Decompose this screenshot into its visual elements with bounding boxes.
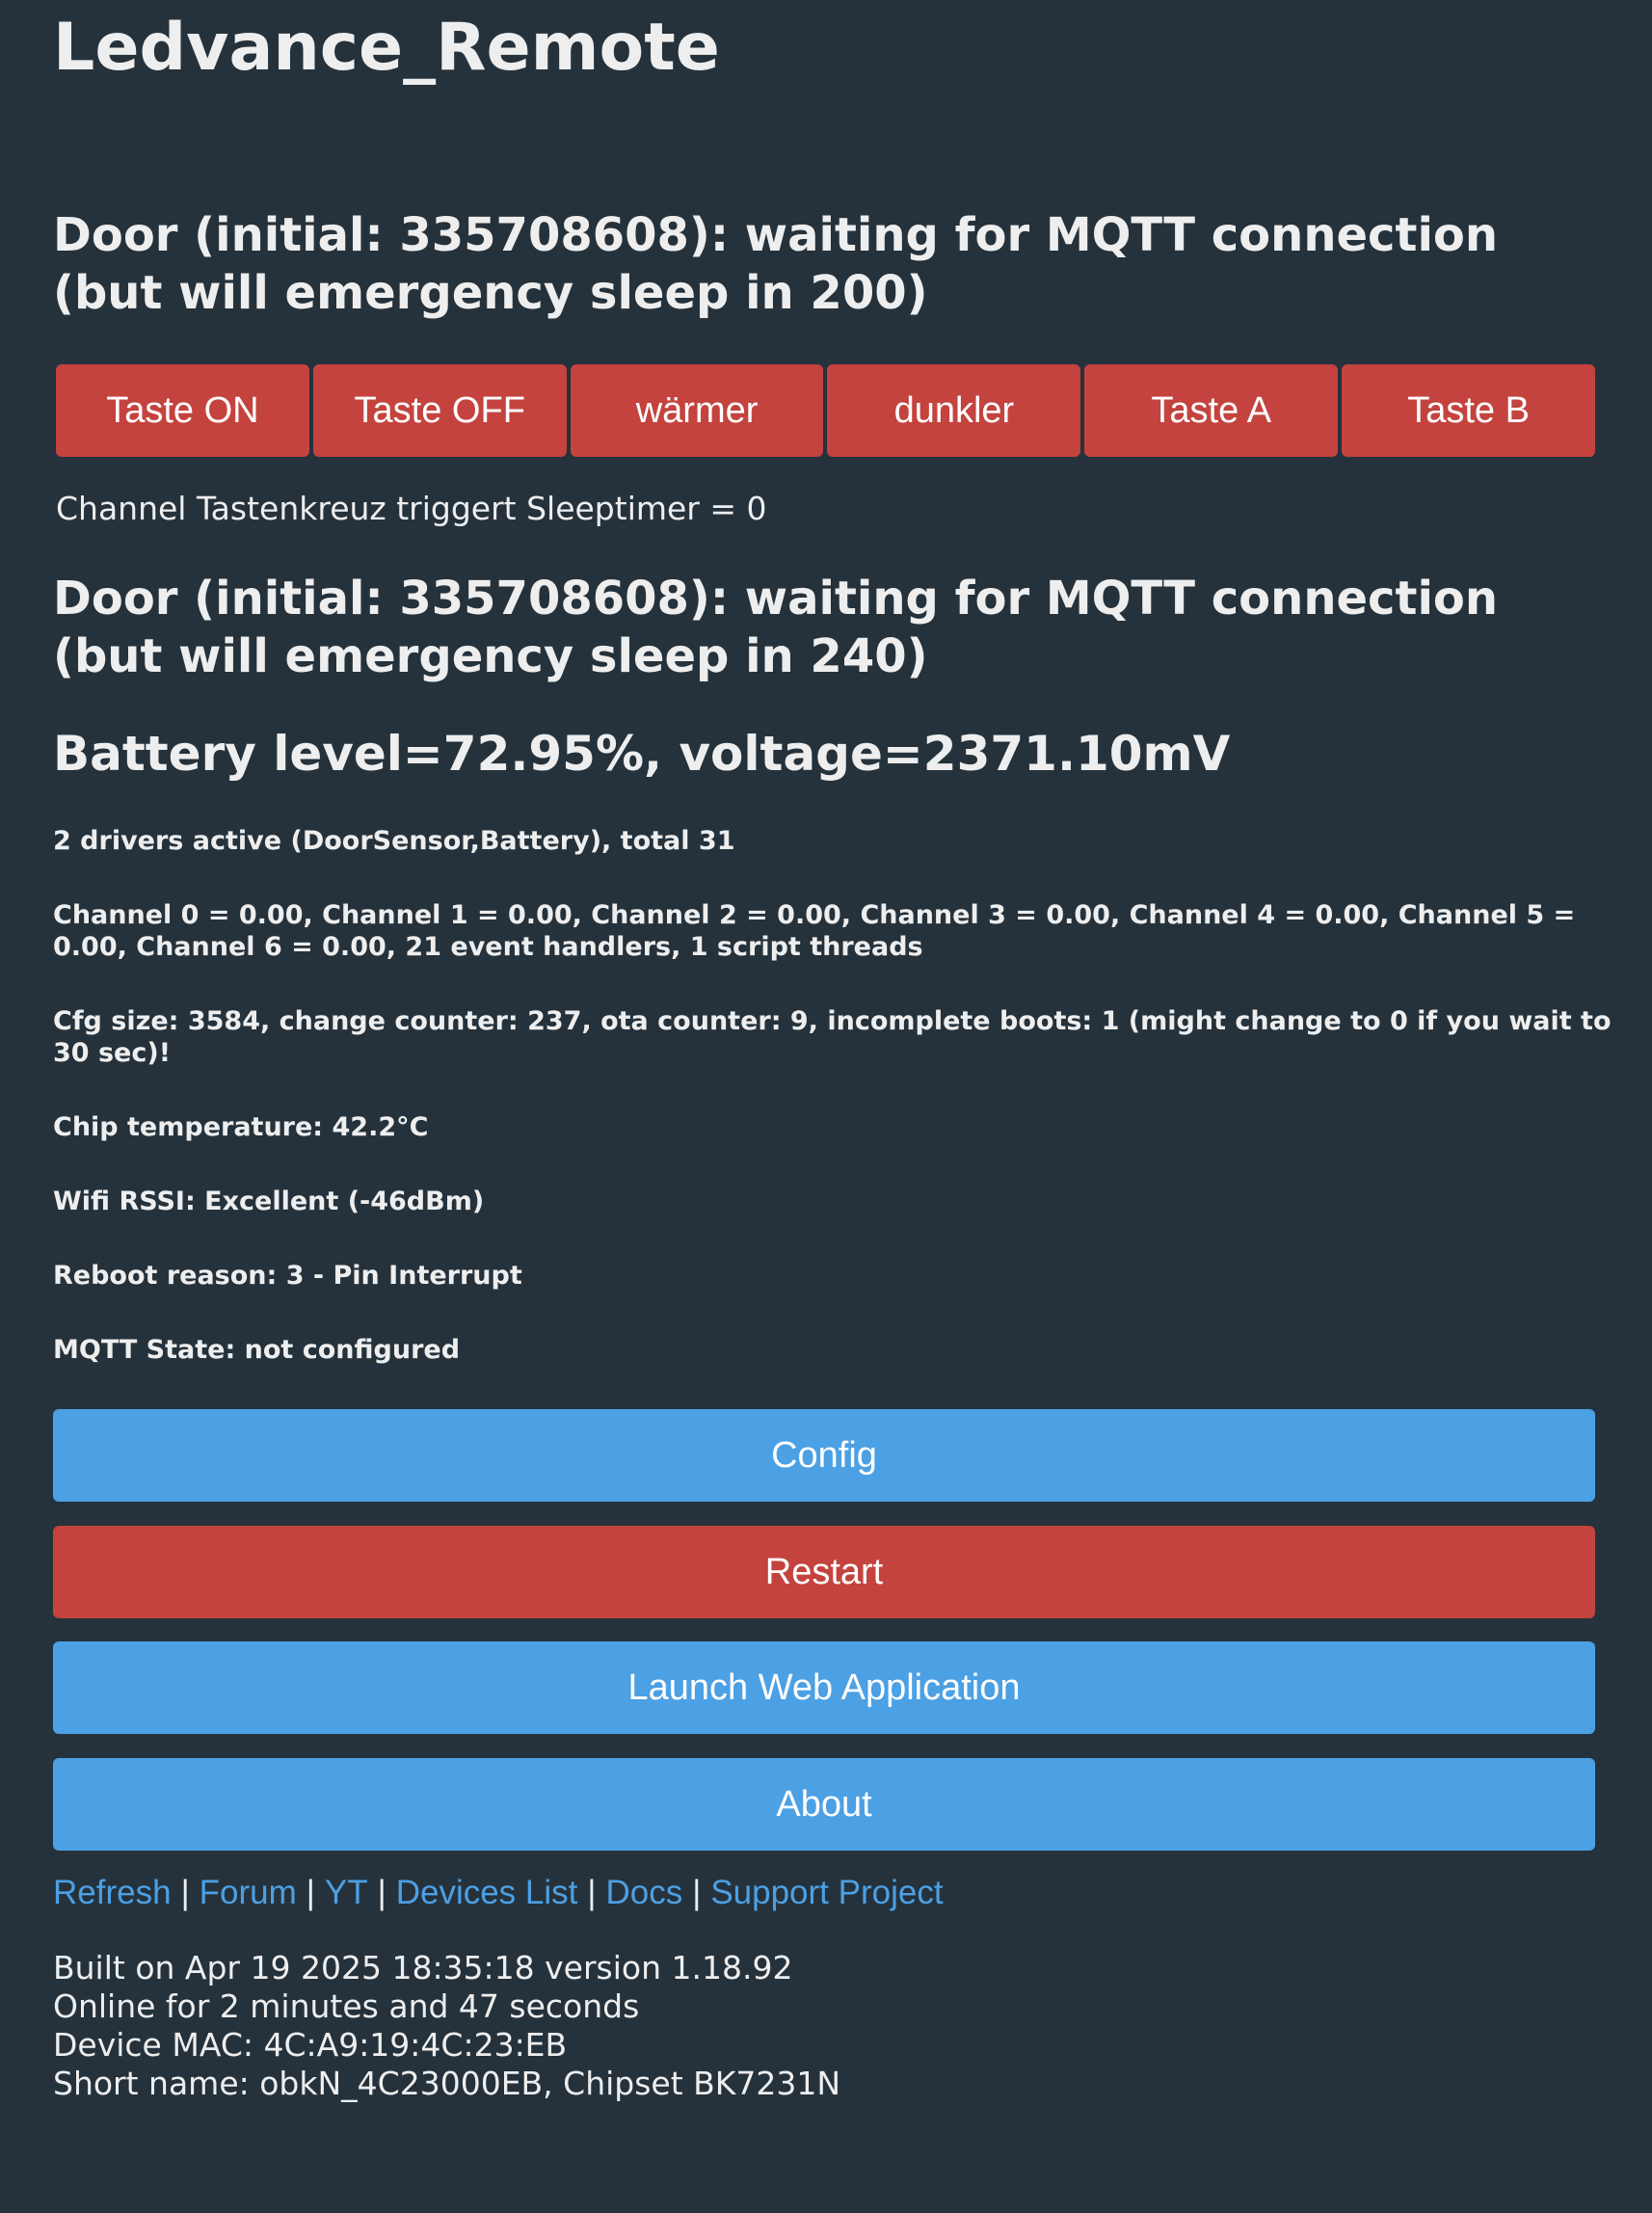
devices-list-link[interactable]: Devices List <box>395 1874 578 1911</box>
refresh-link[interactable]: Refresh <box>53 1874 172 1911</box>
reboot-reason-info: Reboot reason: 3 - Pin Interrupt <box>53 1261 522 1291</box>
forum-link[interactable]: Forum <box>199 1874 297 1911</box>
footer-links <box>53 1870 944 1916</box>
dunkler-button[interactable]: dunkler <box>827 364 1080 457</box>
chip-temperature-info: Chip temperature: 42.2°C <box>53 1112 429 1142</box>
warmer-button[interactable]: wärmer <box>571 364 824 457</box>
taste-b-button[interactable]: Taste B <box>1342 364 1595 457</box>
door-status-heading-2: Door (initial: 335708608): waiting for MQTT connection (but will emergency sleep in 240) <box>53 572 1499 683</box>
cfg-info: Cfg size: 3584, change counter: 237, ota counter: 9, incomplete boots: 1 (might change to 0 if you wait to 30 sec)! <box>53 1006 1612 1068</box>
yt-link[interactable]: YT <box>324 1874 368 1911</box>
short-name-text: Short name: obkN_4C23000EB, Chipset BK7231N <box>53 2065 841 2102</box>
built-on-text: Built on Apr 19 2025 18:35:18 version 1.18.92 <box>53 1949 793 1986</box>
battery-status-heading: Battery level=72.95%, voltage=2371.10mV <box>53 726 1231 782</box>
taste-off-button[interactable]: Taste OFF <box>313 364 567 457</box>
channel-button-row <box>56 364 1595 457</box>
link-separator: | <box>306 1874 315 1911</box>
taste-on-button[interactable]: Taste ON <box>56 364 309 457</box>
channels-info: Channel 0 = 0.00, Channel 1 = 0.00, Channel 2 = 0.00, Channel 3 = 0.00, Channel 4 = 0.00, Channel 5 = 0.00, Channel 6 = 0.00, 21 event handlers, 1 script threads <box>53 900 1576 962</box>
support-project-link[interactable]: Support Project <box>710 1874 944 1911</box>
restart-button[interactable]: Restart <box>53 1526 1595 1618</box>
link-separator: | <box>377 1874 386 1911</box>
taste-a-button[interactable]: Taste A <box>1084 364 1338 457</box>
docs-link[interactable]: Docs <box>605 1874 683 1911</box>
mqtt-state-info: MQTT State: not configured <box>53 1335 461 1365</box>
link-separator: | <box>692 1874 702 1911</box>
build-info <box>53 1949 840 2103</box>
online-time-text: Online for 2 minutes and 47 seconds <box>53 1987 640 2025</box>
page-title: Ledvance_Remote <box>53 10 720 86</box>
config-button[interactable]: Config <box>53 1409 1595 1502</box>
channel-sleeptimer-label: Channel Tastenkreuz triggert Sleeptimer = 0 <box>56 490 767 527</box>
door-status-heading-1: Door (initial: 335708608): waiting for MQTT connection (but will emergency sleep in 200) <box>53 208 1499 320</box>
launch-web-app-button[interactable]: Launch Web Application <box>53 1641 1595 1734</box>
device-mac-text: Device MAC: 4C:A9:19:4C:23:EB <box>53 2026 568 2064</box>
about-button[interactable]: About <box>53 1758 1595 1851</box>
wifi-rssi-info: Wifi RSSI: Excellent (-46dBm) <box>53 1186 485 1216</box>
link-separator: | <box>180 1874 190 1911</box>
link-separator: | <box>587 1874 597 1911</box>
drivers-info: 2 drivers active (DoorSensor,Battery), total 31 <box>53 826 735 856</box>
